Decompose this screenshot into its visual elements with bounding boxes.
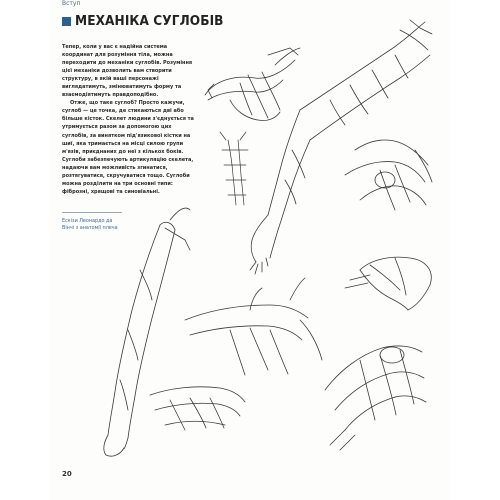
- scapula-sketch-right: [345, 257, 431, 310]
- page-title: МЕХАНІКА СУГЛОБІВ: [75, 13, 224, 29]
- paragraph-1: Тепер, коли у вас є надійна система координат для розуміння тіла, можна переходити до механіки суглобів. Розуміння цієї механіки дозволить вам створити структуру, в якій ваші персонажі виглядатимуть, змінюватимуть форму та взаємодіятимуть правдоподібно.: [62, 44, 193, 99]
- page-number: 20: [62, 470, 72, 478]
- paragraph-2: Отже, що таке суглоб? Просто кажучи, суглоб — це точка, де стикаються дві або більше кісток. Скелет людини з'єднується та утримується разом за допомогою цих суглобів, за винятком під'язикової кістки на шиї, яка тримається на місці силою групи м'язів, приєднаних до неї з кількох боків. Суглоби забезпечують артикуляцію скелета, надаючи вам можливість згинатися, розтягуватися, скручуватися тощо. Суглоби можна розділити на три основні типи: фіброзні, хрящові та синовіальні.: [62, 100, 194, 195]
- arm-sketch-large: [250, 20, 432, 274]
- shoulder-sketch-top-left: [205, 48, 300, 121]
- shoulder-sketch-right-middle: [345, 140, 432, 210]
- figure-caption: Ескізи Леонардо да Вінчі з анатомії плеча: [62, 218, 118, 232]
- joint-sketch-small: [220, 132, 248, 205]
- shoulder-sketch-center: [185, 278, 322, 375]
- section-label: Вступ: [62, 0, 81, 7]
- shoulder-sketch-bottom-left: [150, 387, 245, 430]
- arm-sketch-left-bottom: [104, 208, 190, 456]
- shoulder-sketch-bottom-right: [325, 346, 426, 450]
